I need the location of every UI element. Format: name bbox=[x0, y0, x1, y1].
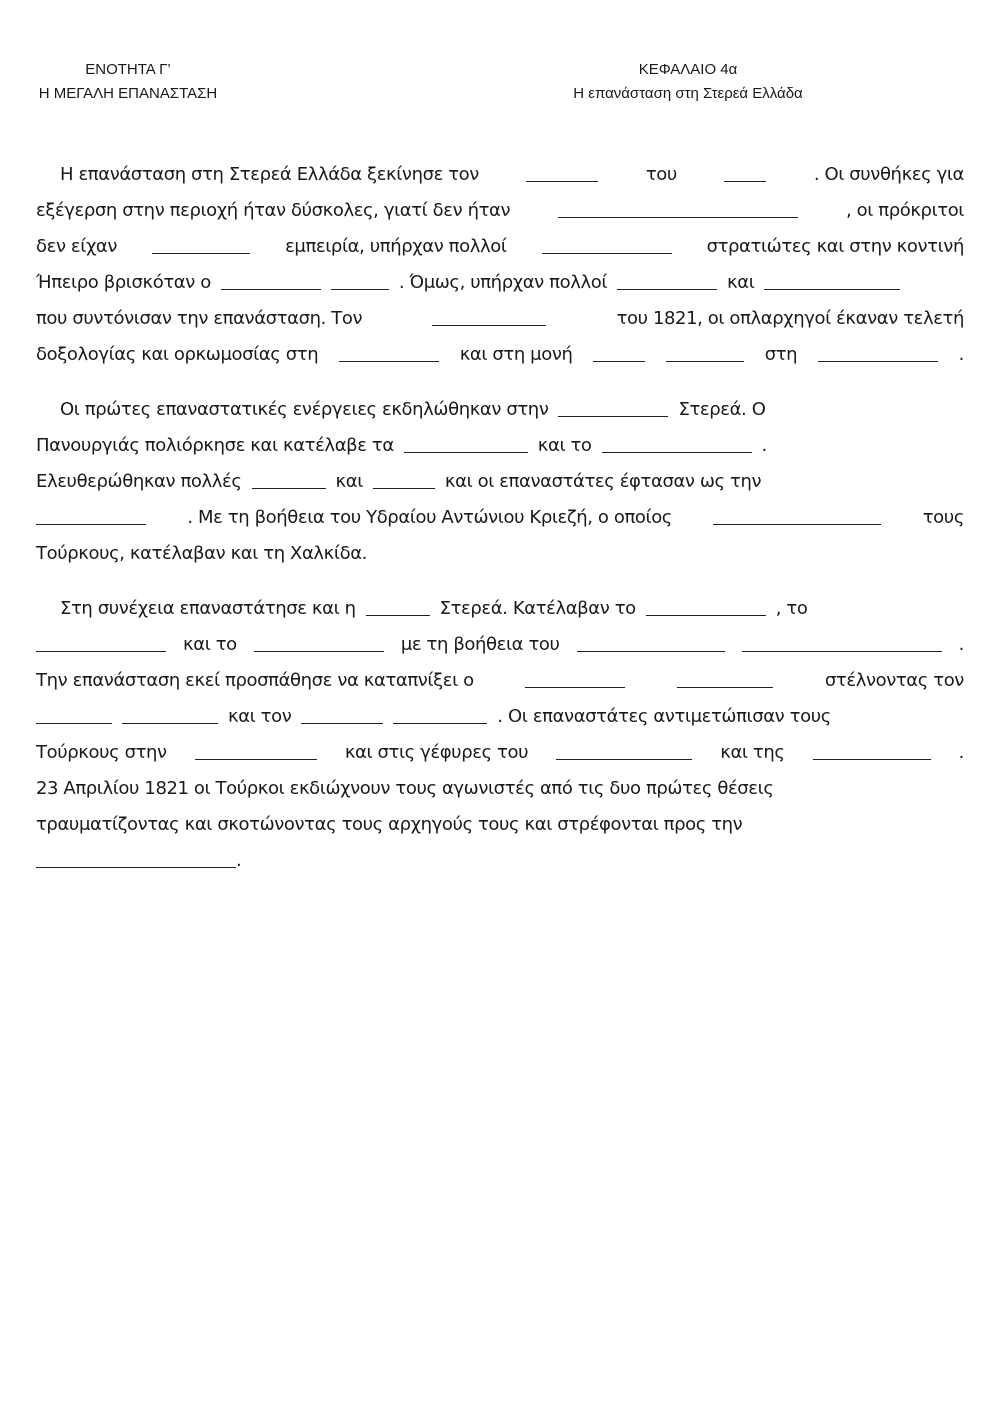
blank-2-year[interactable] bbox=[724, 159, 766, 182]
chapter-header bbox=[548, 58, 828, 106]
text-segment: Πανουργιάς πολιόρκησε και κατέλαβε τα bbox=[36, 435, 394, 456]
text-segment: τους bbox=[922, 507, 964, 528]
text-segment: του bbox=[645, 164, 677, 185]
text-segment: με τη βοήθεια του bbox=[400, 634, 560, 655]
text-segment: εξέγερση στην περιοχή ήταν δύσκολες, γιατί δεν ήταν bbox=[36, 200, 511, 221]
text-segment: 23 Απριλίου 1821 οι Τούρκοι εκδιώχνουν τους αγωνιστές από τις δυο πρώτες θέσεις bbox=[36, 778, 774, 799]
blank-32[interactable] bbox=[301, 701, 383, 724]
blank-5[interactable] bbox=[542, 231, 672, 254]
blank-29[interactable] bbox=[677, 665, 773, 688]
unit-title: ΕΝΟΤΗΤΑ Γ’ bbox=[85, 61, 171, 78]
blank-23[interactable] bbox=[646, 593, 766, 616]
text-segment: Στερεά. Κατέλαβαν το bbox=[439, 598, 636, 619]
text-segment: και στη μονή bbox=[459, 344, 573, 365]
text-segment: δοξολογίας και ορκωμοσίας στη bbox=[36, 344, 319, 365]
blank-28[interactable] bbox=[525, 665, 625, 688]
text-segment: και οι επαναστάτες έφτασαν ως την bbox=[444, 471, 762, 492]
text-line bbox=[36, 735, 964, 771]
text-segment: Η επανάσταση στη Στερεά Ελλάδα ξεκίνησε τον bbox=[60, 164, 479, 185]
text-line bbox=[36, 392, 964, 428]
blank-12[interactable] bbox=[593, 339, 645, 362]
text-segment: και στις γέφυρες του bbox=[344, 742, 529, 763]
unit-header bbox=[28, 58, 228, 106]
blank-17[interactable] bbox=[602, 430, 752, 453]
text-line bbox=[36, 301, 964, 337]
text-line bbox=[36, 193, 964, 229]
text-segment: Τούρκους, κατέλαβαν και τη Χαλκίδα. bbox=[36, 543, 367, 564]
blank-4[interactable] bbox=[152, 231, 250, 254]
text-line bbox=[36, 843, 964, 879]
text-line bbox=[36, 229, 964, 265]
chapter-title: ΚΕΦΑΛΑΙΟ 4α bbox=[638, 61, 738, 78]
blank-36[interactable] bbox=[813, 737, 931, 760]
blank-21[interactable] bbox=[713, 502, 881, 525]
blank-14[interactable] bbox=[818, 339, 938, 362]
blank-20[interactable] bbox=[36, 502, 146, 525]
text-segment: . bbox=[761, 435, 767, 456]
blank-26[interactable] bbox=[577, 629, 725, 652]
text-segment: . Με τη βοήθεια του Υδραίου Αντώνιου Κριεζή, ο οποίος bbox=[187, 507, 672, 528]
text-line bbox=[36, 157, 964, 193]
text-segment: Ελευθερώθηκαν πολλές bbox=[36, 471, 242, 492]
text-segment: . bbox=[958, 742, 964, 763]
blank-33[interactable] bbox=[393, 701, 487, 724]
text-segment: Οι πρώτες επαναστατικές ενέργειες εκδηλώθηκαν στην bbox=[60, 399, 549, 420]
text-line bbox=[36, 500, 964, 536]
text-segment: και τον bbox=[228, 706, 292, 727]
blank-34[interactable] bbox=[195, 737, 317, 760]
text-segment: εμπειρία, υπήρχαν πολλοί bbox=[285, 236, 507, 257]
chapter-subtitle: Η επανάσταση στη Στερεά Ελλάδα bbox=[573, 85, 803, 102]
blank-1-month[interactable] bbox=[526, 159, 598, 182]
blank-7[interactable] bbox=[331, 267, 389, 290]
text-line bbox=[36, 627, 964, 663]
text-line bbox=[36, 428, 964, 464]
blank-9[interactable] bbox=[764, 267, 900, 290]
text-line bbox=[36, 337, 964, 373]
text-segment: δεν είχαν bbox=[36, 236, 118, 257]
blank-6[interactable] bbox=[221, 267, 321, 290]
blank-10[interactable] bbox=[432, 303, 546, 326]
text-line bbox=[36, 265, 964, 301]
text-line bbox=[36, 699, 964, 735]
blank-37[interactable] bbox=[36, 845, 236, 868]
text-segment: και το bbox=[183, 634, 237, 655]
text-segment: Στερεά. Ο bbox=[678, 399, 766, 420]
blank-13[interactable] bbox=[666, 339, 744, 362]
text-segment: του 1821, οι οπλαρχηγοί έκαναν τελετή bbox=[616, 308, 964, 329]
text-segment: . bbox=[958, 634, 964, 655]
blank-3[interactable] bbox=[558, 195, 798, 218]
blank-22[interactable] bbox=[366, 593, 430, 616]
text-segment: Την επανάσταση εκεί προσπάθησε να καταπνίξει ο bbox=[36, 670, 474, 691]
blank-19[interactable] bbox=[373, 466, 435, 489]
blank-8[interactable] bbox=[617, 267, 717, 290]
blank-27[interactable] bbox=[742, 629, 942, 652]
text-segment: . bbox=[236, 850, 242, 871]
blank-25[interactable] bbox=[254, 629, 384, 652]
text-line bbox=[36, 771, 964, 807]
blank-11[interactable] bbox=[339, 339, 439, 362]
text-line bbox=[36, 663, 964, 699]
text-line bbox=[36, 807, 964, 843]
text-segment: , οι πρόκριτοι bbox=[845, 200, 964, 221]
text-segment: . Οι συνθήκες για bbox=[813, 164, 964, 185]
text-segment: στέλνοντας τον bbox=[824, 670, 964, 691]
unit-subtitle: Η ΜΕΓΑΛΗ ΕΠΑΝΑΣΤΑΣΗ bbox=[38, 85, 218, 102]
blank-15[interactable] bbox=[558, 394, 668, 417]
text-segment: και bbox=[335, 471, 363, 492]
text-segment: . Όμως, υπήρχαν πολλοί bbox=[398, 272, 608, 293]
text-segment: Στη συνέχεια επαναστάτησε και η bbox=[60, 598, 356, 619]
text-segment: Τούρκους στην bbox=[36, 742, 167, 763]
text-segment: και της bbox=[720, 742, 785, 763]
blank-31[interactable] bbox=[122, 701, 218, 724]
text-segment: , το bbox=[775, 598, 808, 619]
blank-24[interactable] bbox=[36, 629, 166, 652]
text-segment: στη bbox=[764, 344, 798, 365]
text-segment: που συντόνισαν την επανάσταση. Τον bbox=[36, 308, 363, 329]
text-segment: . Οι επαναστάτες αντιμετώπισαν τους bbox=[497, 706, 831, 727]
blank-18[interactable] bbox=[252, 466, 326, 489]
text-line bbox=[36, 464, 964, 500]
text-segment: στρατιώτες και στην κοντινή bbox=[706, 236, 964, 257]
text-segment: και το bbox=[537, 435, 592, 456]
blank-16[interactable] bbox=[404, 430, 528, 453]
text-line bbox=[36, 591, 964, 627]
text-segment: Ήπειρο βρισκόταν ο bbox=[36, 272, 211, 293]
blank-35[interactable] bbox=[556, 737, 692, 760]
blank-30[interactable] bbox=[36, 701, 112, 724]
text-segment: τραυματίζοντας και σκοτώνοντας τους αρχηγούς τους και στρέφονται προς την bbox=[36, 814, 743, 835]
text-line bbox=[36, 536, 964, 572]
text-segment: . bbox=[958, 344, 964, 365]
text-segment: και bbox=[727, 272, 755, 293]
